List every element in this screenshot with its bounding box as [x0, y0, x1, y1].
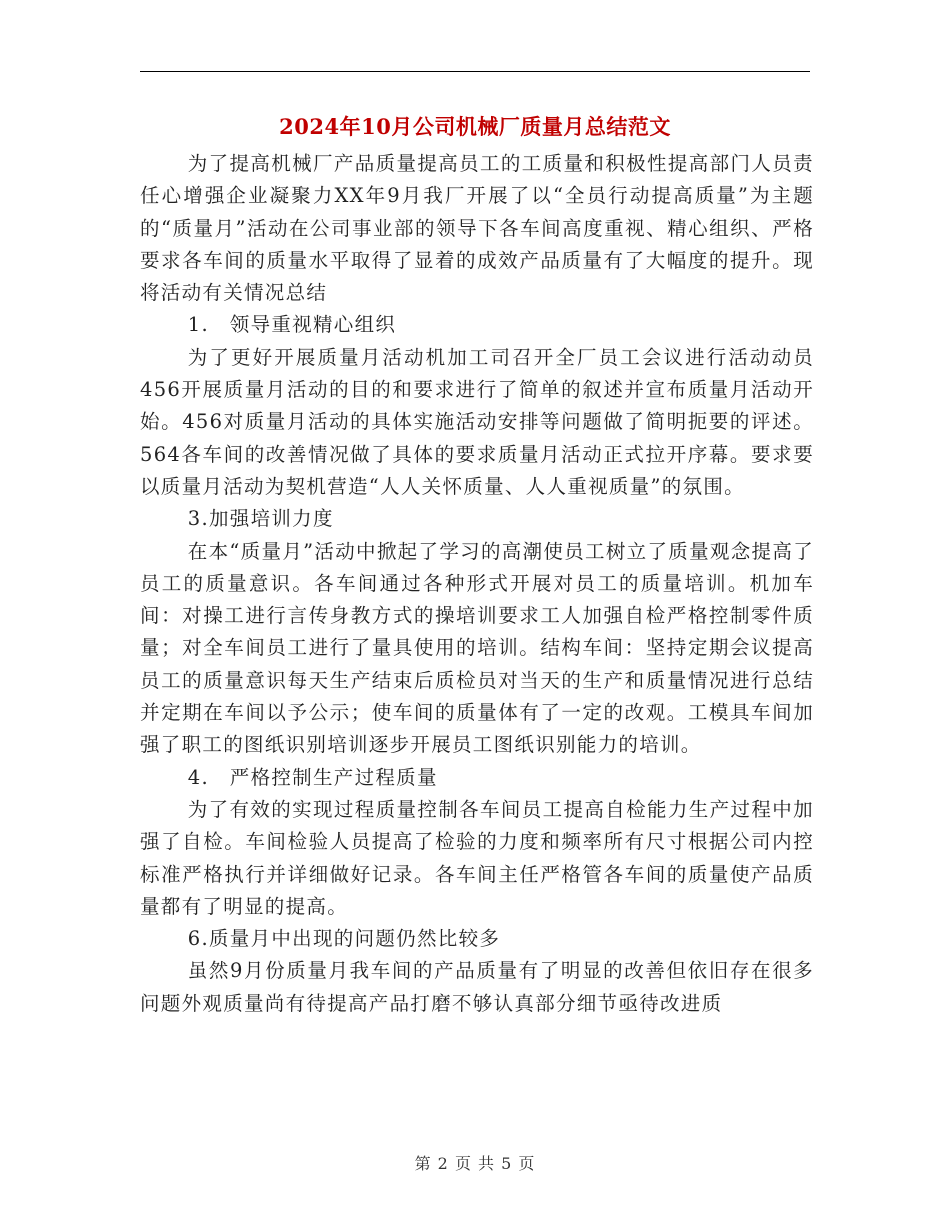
document-body [140, 148, 814, 1020]
header-rule [140, 71, 810, 72]
paragraph-process-control: 为了有效的实现过程质量控制各车间员工提高自检能力生产过程中加强了自检。车间检验人员提高了检验的力度和频率所有尺寸根据公司内控标准严格执行并详细做好记录。各车间主任严格管各车间的质量使产品质量都有了明显的提高。 [140, 797, 814, 918]
section-heading-training: 3.加强培训力度 [187, 507, 334, 531]
paragraph-problems: 虽然9月份质量月我车间的产品质量有了明显的改善但依旧存在很多问题外观质量尚有待提高产品打磨不够认真部分细节亟待改进质 [140, 959, 814, 1015]
document-title: 2024年10月公司机械厂质量月总结范文 [279, 114, 671, 139]
paragraph-training: 在本“质量月”活动中掀起了学习的高潮使员工树立了质量观念提高了员工的质量意识。各车间通过各种形式开展对员工的质量培训。机加车间：对操工进行言传身教方式的操培训要求工人加强自检严格控制零件质量；对全车间员工进行了量具使用的培训。结构车间：坚持定期会议提高员工的质量意识每天生产结束后质检员对当天的生产和质量情况进行总结并定期在车间以予公示；使车间的质量体有了一定的改观。工模具车间加强了职工的图纸识别培训逐步开展员工图纸识别能力的培训。 [140, 539, 814, 757]
section-heading-problems: 6.质量月中出现的问题仍然比较多 [187, 927, 501, 951]
section-heading-process-control: 4. 严格控制生产过程质量 [187, 765, 438, 789]
section-heading-leadership: 1. 领导重视精心组织 [187, 313, 397, 337]
paragraph-intro: 为了提高机械厂产品质量提高员工的工质量和积极性提高部门人员责任心增强企业凝聚力XX年9月我厂开展了以“全员行动提高质量”为主题的“质量月”活动在公司事业部的领导下各车间高度重视、精心组织、严格要求各车间的质量水平取得了显着的成效产品质量有了大幅度的提升。现将活动有关情况总结 [140, 152, 814, 305]
page-number: 第 2 页 共 5 页 [414, 1154, 536, 1173]
paragraph-leadership: 为了更好开展质量月活动机加工司召开全厂员工会议进行活动动员456开展质量月活动的目的和要求进行了简单的叙述并宣布质量月活动开始。456对质量月活动的具体实施活动安排等问题做了简明扼要的评述。564各车间的改善情况做了具体的要求质量月活动正式拉开序幕。要求要以质量月活动为契机营造“人人关怀质量、人人重视质量”的氛围。 [140, 345, 814, 498]
